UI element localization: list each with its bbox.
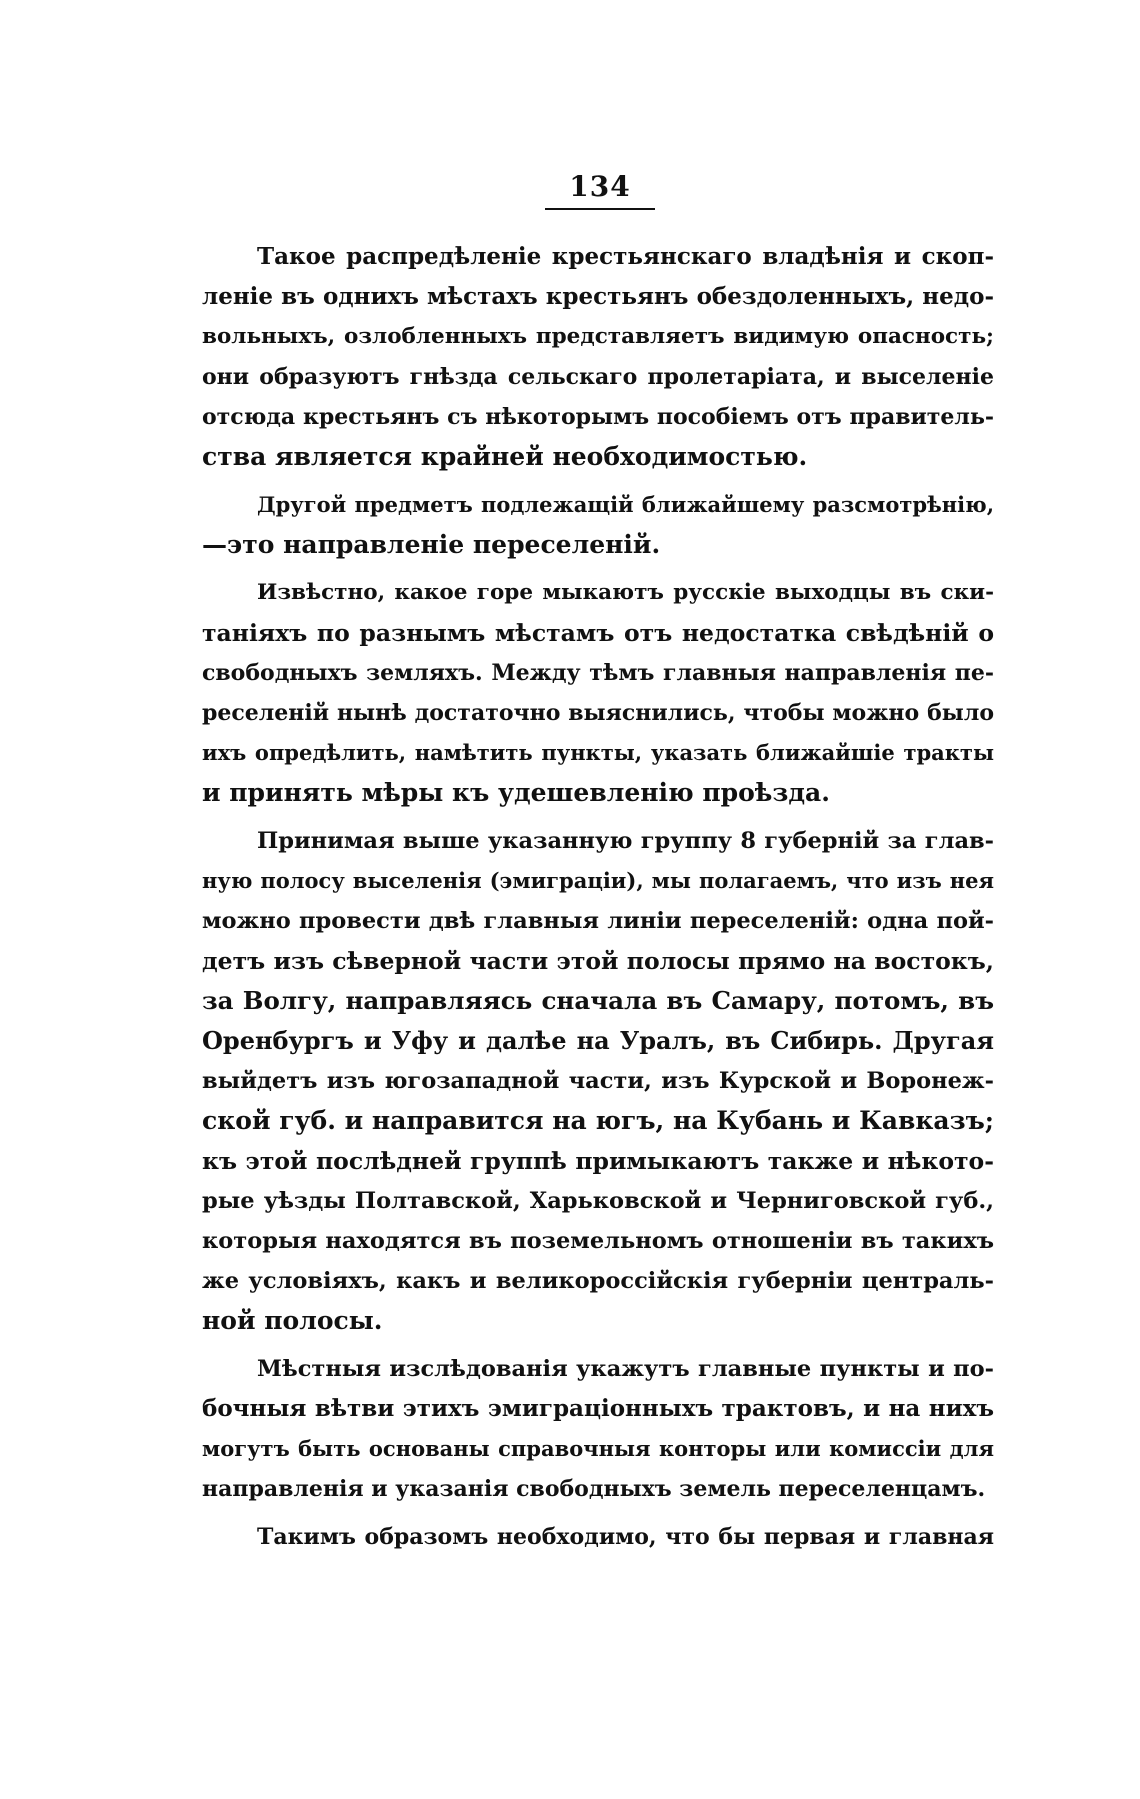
- paragraph: [202, 1349, 994, 1509]
- text-line: отсюда крестьянъ съ нѣкоторымъ пособіемъ отъ правитель-: [202, 404, 994, 430]
- text-line: могутъ быть основаны справочныя конторы или комиссіи для: [202, 1436, 994, 1461]
- paragraph: [202, 237, 994, 477]
- text-line: таніяхъ по разнымъ мѣстамъ отъ недостатка свѣдѣній о: [202, 619, 994, 647]
- text-line: направленія и указанія свободныхъ земель переселенцамъ.: [202, 1476, 986, 1502]
- paragraph-gap: [202, 1341, 994, 1349]
- paragraph-gap: [202, 813, 994, 821]
- paragraph: [202, 573, 994, 813]
- text-line: которыя находятся въ поземельномъ отношеніи въ такихъ: [202, 1228, 994, 1254]
- text-line: —это направленіе переселеній.: [202, 530, 661, 559]
- text-line: ской губ. и направится на югъ, на Кубань и Кавказъ;: [202, 1106, 994, 1135]
- text-line: рые уѣзды Полтавской, Харьковской и Черниговской губ.,: [202, 1188, 994, 1214]
- text-line: свободныхъ земляхъ. Между тѣмъ главныя направленія пе-: [202, 660, 994, 686]
- text-line: Такое распредѣленіе крестьянскаго владѣнія и скоп-: [257, 243, 994, 270]
- text-line: Оренбургъ и Уфу и далѣе на Уралъ, въ Сибирь. Другая: [202, 1026, 994, 1055]
- text-line: Такимъ образомъ необходимо, что бы первая и главная: [257, 1524, 994, 1550]
- text-line: Принимая выше указанную группу 8 губерній за глав-: [257, 828, 994, 854]
- page-number: 134: [569, 170, 631, 203]
- text-line: выйдетъ изъ югозападной части, изъ Курской и Воронеж-: [202, 1068, 994, 1094]
- paragraph-gap: [202, 1509, 994, 1517]
- body-text: [202, 237, 994, 1557]
- paragraph: [202, 821, 994, 1341]
- text-line: они образуютъ гнѣзда сельскаго пролетаріата, и выселеніе: [202, 364, 994, 390]
- text-line: Мѣстныя изслѣдованія укажутъ главные пункты и по-: [257, 1356, 994, 1382]
- page-number-underline: [545, 208, 655, 210]
- text-line: и принять мѣры къ удешевленію проѣзда.: [202, 778, 830, 807]
- text-line: ной полосы.: [202, 1306, 383, 1335]
- text-line: леніе въ однихъ мѣстахъ крестьянъ обездоленныхъ, недо-: [202, 283, 994, 310]
- paragraph-gap: [202, 477, 994, 485]
- text-line: бочныя вѣтви этихъ эмиграціонныхъ трактовъ, и на нихъ: [202, 1395, 994, 1422]
- paragraph: [202, 1517, 994, 1557]
- text-line: детъ изъ сѣверной части этой полосы прямо на востокъ,: [202, 947, 994, 975]
- text-line: за Волгу, направляясь сначала въ Самару, потомъ, въ: [202, 986, 994, 1015]
- text-line: вольныхъ, озлобленныхъ представляетъ видимую опасность;: [202, 324, 994, 349]
- text-line: ихъ опредѣлить, намѣтить пункты, указать ближайшіе тракты: [202, 740, 994, 765]
- text-line: Другой предметъ подлежащій ближайшему разсмотрѣнію,: [257, 492, 994, 517]
- paragraph-gap: [202, 565, 994, 573]
- text-line: ную полосу выселенія (эмиграціи), мы полагаемъ, что изъ нея: [202, 868, 994, 893]
- text-line: ства является крайней необходимостью.: [202, 442, 808, 471]
- text-line: реселеній нынѣ достаточно выяснились, чтобы можно было: [202, 700, 994, 726]
- text-line: къ этой послѣдней группѣ примыкаютъ также и нѣкото-: [202, 1147, 994, 1175]
- text-line: можно провести двѣ главныя линіи переселеній: одна пой-: [202, 908, 994, 934]
- page-header: [545, 170, 655, 210]
- paragraph: [202, 485, 994, 565]
- text-line: же условіяхъ, какъ и великороссійскія губерніи централь-: [202, 1268, 994, 1294]
- text-line: Извѣстно, какое горе мыкаютъ русскіе выходцы въ ски-: [257, 580, 994, 605]
